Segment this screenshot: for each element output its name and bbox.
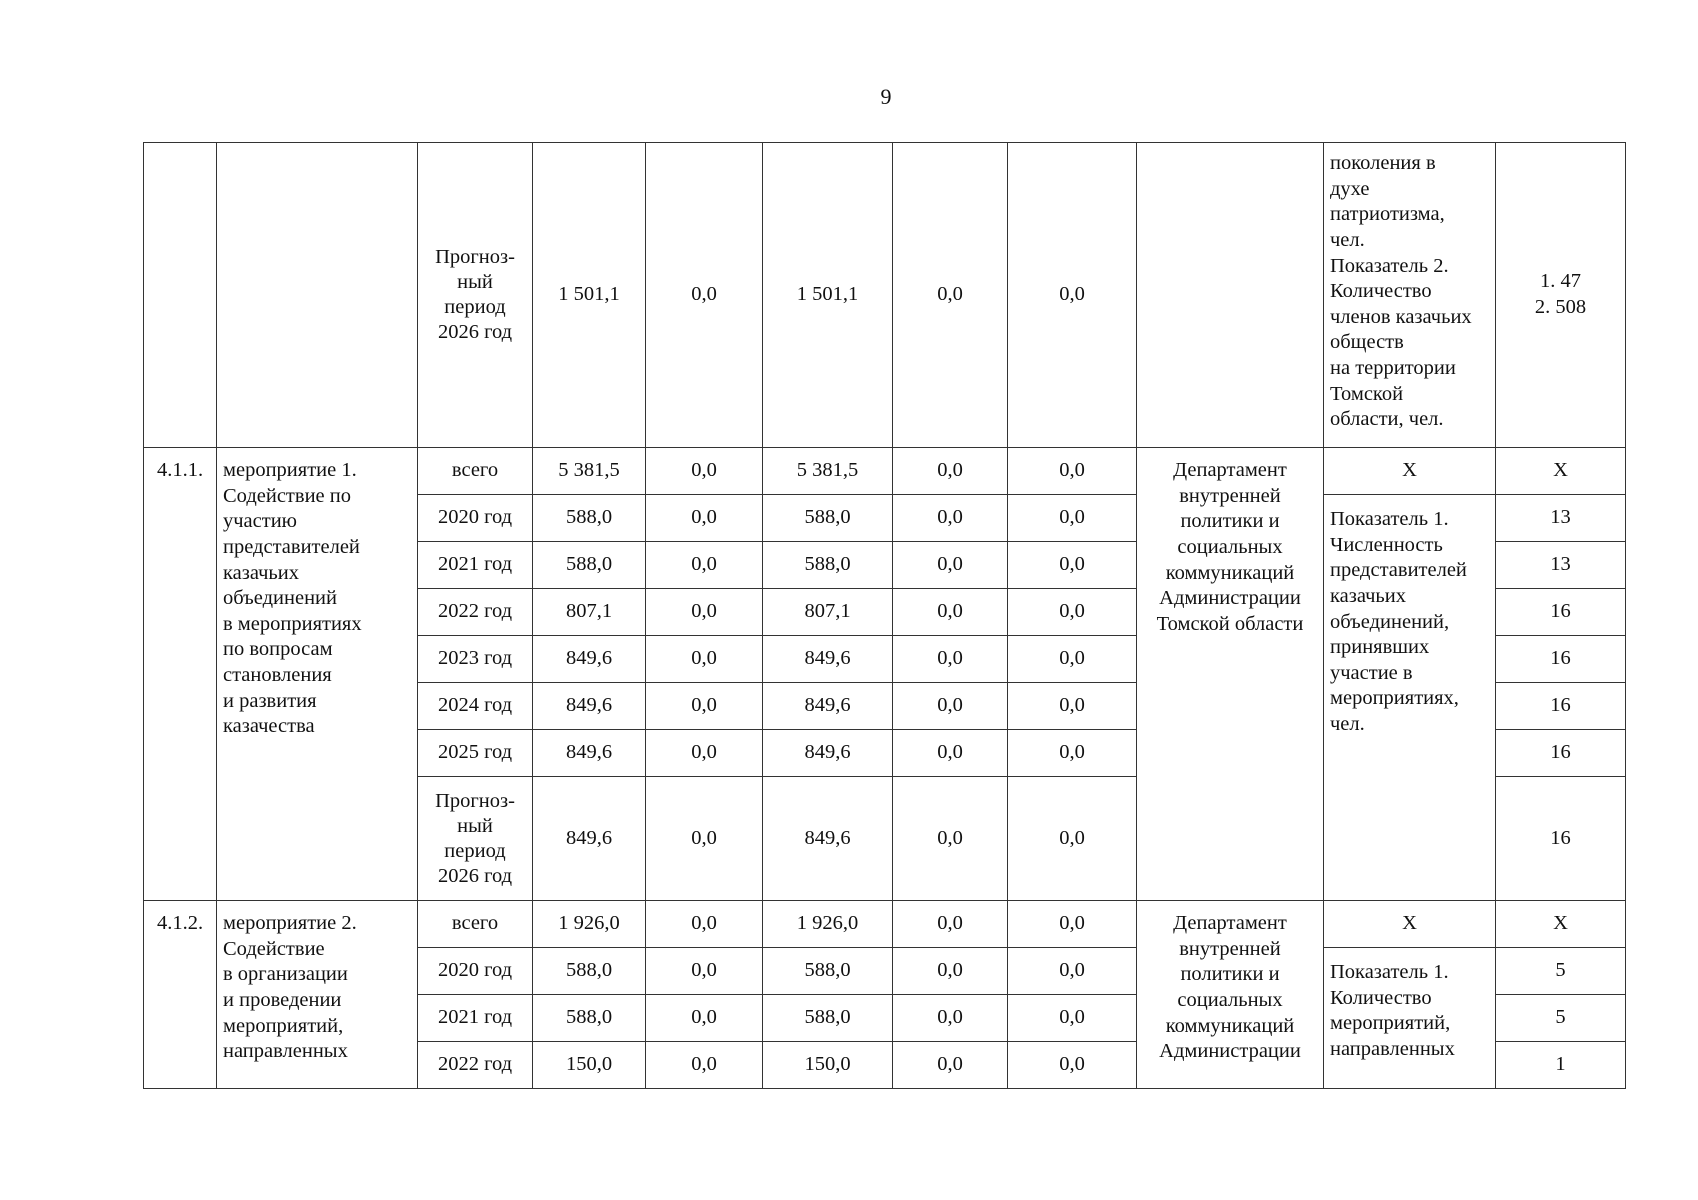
indicator-line: Количество xyxy=(1330,280,1432,303)
target-cell xyxy=(1496,143,1626,448)
value-cell: 0,0 xyxy=(646,448,763,495)
period-cell: 2023 год xyxy=(418,636,533,683)
indicator-line: участие в xyxy=(1330,661,1413,684)
value-cell: 588,0 xyxy=(533,995,646,1042)
indicator-line: Томской xyxy=(1330,382,1404,405)
name-line: по вопросам xyxy=(223,638,333,661)
name-line: в организации xyxy=(223,963,348,986)
value-cell: 849,6 xyxy=(763,683,893,730)
name-line: Содействие по xyxy=(223,484,351,507)
value-cell: 5 381,5 xyxy=(763,448,893,495)
period-text: Прогноз- ный период 2026 год xyxy=(435,789,515,887)
executor-line: коммуникаций xyxy=(1165,1014,1295,1037)
value-cell: 0,0 xyxy=(893,495,1008,542)
value-cell: 0,0 xyxy=(646,495,763,542)
target-cell: 5 xyxy=(1496,948,1626,995)
value-cell: 0,0 xyxy=(646,948,763,995)
value-cell: 0,0 xyxy=(1008,1042,1137,1089)
value-cell: 0,0 xyxy=(893,636,1008,683)
name-line: казачьих xyxy=(223,561,300,584)
value-cell: 1 926,0 xyxy=(533,901,646,948)
name-line: мероприятие 2. xyxy=(223,912,357,934)
indicator-line: области, чел. xyxy=(1330,408,1444,431)
value-cell: 0,0 xyxy=(646,777,763,901)
indicator-line: представителей xyxy=(1330,559,1467,582)
num-cell: 4.1.2. xyxy=(144,901,217,1089)
indicator-line: Количество xyxy=(1330,986,1432,1009)
target-cell: Х xyxy=(1496,448,1626,495)
target-cell: 16 xyxy=(1496,636,1626,683)
executor-cell xyxy=(1137,143,1324,448)
num-cell: 4.1.1. xyxy=(144,448,217,901)
period-cell: 2020 год xyxy=(418,948,533,995)
value-cell: 150,0 xyxy=(533,1042,646,1089)
value-cell: 1 926,0 xyxy=(763,901,893,948)
value-cell: 0,0 xyxy=(893,542,1008,589)
name-line: направленных xyxy=(223,1040,348,1063)
name-cell xyxy=(217,143,418,448)
value-cell: 0,0 xyxy=(646,636,763,683)
period-cell xyxy=(418,777,533,901)
name-line: мероприятие 1. xyxy=(223,459,357,481)
executor-line: Администрации xyxy=(1159,1040,1301,1063)
period-cell: 2025 год xyxy=(418,730,533,777)
indicator-line: направленных xyxy=(1330,1037,1455,1060)
target-cell: 1 xyxy=(1496,1042,1626,1089)
target-cell: 16 xyxy=(1496,777,1626,901)
indicator-line: Показатель 1. xyxy=(1330,508,1449,530)
value-cell: 1 501,1 xyxy=(533,143,646,448)
period-cell: 2022 год xyxy=(418,589,533,636)
value-cell: 849,6 xyxy=(533,730,646,777)
value-cell: 0,0 xyxy=(1008,901,1137,948)
page-number: 9 xyxy=(880,84,892,109)
value-cell: 5 381,5 xyxy=(533,448,646,495)
value-cell: 849,6 xyxy=(533,636,646,683)
value-cell: 807,1 xyxy=(763,589,893,636)
value-cell: 849,6 xyxy=(533,683,646,730)
value-cell: 849,6 xyxy=(763,777,893,901)
name-line: представителей xyxy=(223,535,360,558)
value-cell: 0,0 xyxy=(893,683,1008,730)
value-cell: 588,0 xyxy=(763,495,893,542)
value-cell: 0,0 xyxy=(893,948,1008,995)
target-cell: 16 xyxy=(1496,589,1626,636)
indicator-line: мероприятий, xyxy=(1330,1012,1451,1035)
period-cell: 2022 год xyxy=(418,1042,533,1089)
target-cell: 5 xyxy=(1496,995,1626,1042)
executor-line: Департамент xyxy=(1173,912,1287,934)
name-line: и проведении xyxy=(223,988,342,1011)
indicator-cell xyxy=(1324,143,1496,448)
value-cell: 0,0 xyxy=(646,901,763,948)
indicator-line: патриотизма, xyxy=(1330,203,1445,226)
executor-line: Департамент xyxy=(1173,459,1287,481)
value-cell: 849,6 xyxy=(533,777,646,901)
indicator-line: чел. xyxy=(1330,228,1365,251)
target-cell: Х xyxy=(1496,901,1626,948)
value-cell: 588,0 xyxy=(533,948,646,995)
value-cell: 588,0 xyxy=(533,542,646,589)
value-cell: 0,0 xyxy=(646,730,763,777)
indicator-line: поколения в xyxy=(1330,152,1436,174)
indicator-cell xyxy=(1324,948,1496,1089)
value-cell: 0,0 xyxy=(893,995,1008,1042)
value-cell: 0,0 xyxy=(893,901,1008,948)
executor-line: внутренней xyxy=(1179,484,1281,507)
value-cell: 849,6 xyxy=(763,636,893,683)
value-cell: 0,0 xyxy=(1008,948,1137,995)
value-cell: 0,0 xyxy=(1008,636,1137,683)
indicator-line: Численность xyxy=(1330,533,1443,556)
value-cell: 0,0 xyxy=(893,589,1008,636)
target-line: 1. 47 xyxy=(1540,270,1581,293)
period-cell: всего xyxy=(418,901,533,948)
period-cell: 2021 год xyxy=(418,995,533,1042)
target-cell: 16 xyxy=(1496,730,1626,777)
value-cell: 0,0 xyxy=(646,143,763,448)
value-cell: 0,0 xyxy=(893,448,1008,495)
period-cell xyxy=(418,143,533,448)
name-line: Содействие xyxy=(223,937,325,960)
table-row xyxy=(144,143,1626,448)
executor-line: политики и xyxy=(1180,510,1280,533)
indicator-line: казачьих xyxy=(1330,584,1407,607)
name-line: объединений xyxy=(223,587,337,610)
value-cell: 849,6 xyxy=(763,730,893,777)
executor-line: Администрации xyxy=(1159,587,1301,610)
name-cell xyxy=(217,901,418,1089)
name-line: в мероприятиях xyxy=(223,612,362,635)
indicator-cell: Х xyxy=(1324,448,1496,495)
table-row xyxy=(144,448,1626,495)
value-cell: 0,0 xyxy=(646,683,763,730)
value-cell: 588,0 xyxy=(763,542,893,589)
executor-line: социальных xyxy=(1177,535,1283,558)
table-row xyxy=(144,901,1626,948)
value-cell: 0,0 xyxy=(1008,495,1137,542)
target-cell: 13 xyxy=(1496,495,1626,542)
budget-table xyxy=(143,142,1626,1089)
value-cell: 0,0 xyxy=(1008,589,1137,636)
num-cell xyxy=(144,143,217,448)
executor-line: внутренней xyxy=(1179,937,1281,960)
name-line: мероприятий, xyxy=(223,1014,344,1037)
executor-line: социальных xyxy=(1177,988,1283,1011)
indicator-line: на территории xyxy=(1330,357,1456,379)
value-cell: 0,0 xyxy=(646,589,763,636)
value-cell: 0,0 xyxy=(1008,995,1137,1042)
value-cell: 0,0 xyxy=(646,1042,763,1089)
executor-line: коммуникаций xyxy=(1165,561,1295,584)
period-cell: всего xyxy=(418,448,533,495)
indicator-cell xyxy=(1324,495,1496,901)
value-cell: 0,0 xyxy=(893,1042,1008,1089)
value-cell: 807,1 xyxy=(533,589,646,636)
period-cell: 2020 год xyxy=(418,495,533,542)
value-cell: 588,0 xyxy=(763,948,893,995)
executor-line: политики и xyxy=(1180,963,1280,986)
value-cell: 0,0 xyxy=(646,542,763,589)
period-text: Прогноз- ный период 2026 год xyxy=(435,246,515,343)
target-cell: 13 xyxy=(1496,542,1626,589)
value-cell: 0,0 xyxy=(1008,730,1137,777)
indicator-line: обществ xyxy=(1330,331,1404,354)
indicator-line: Показатель 2. xyxy=(1330,254,1449,277)
indicator-line: Показатель 1. xyxy=(1330,961,1449,983)
value-cell: 588,0 xyxy=(763,995,893,1042)
name-cell xyxy=(217,448,418,901)
indicator-cell: Х xyxy=(1324,901,1496,948)
executor-cell xyxy=(1137,901,1324,1089)
name-line: становления xyxy=(223,664,332,686)
value-cell: 0,0 xyxy=(1008,448,1137,495)
executor-line: Томской области xyxy=(1156,612,1304,635)
value-cell: 0,0 xyxy=(1008,143,1137,448)
name-line: казачества xyxy=(223,715,315,738)
period-cell: 2021 год xyxy=(418,542,533,589)
value-cell: 150,0 xyxy=(763,1042,893,1089)
name-line: и развития xyxy=(223,689,317,712)
executor-cell xyxy=(1137,448,1324,901)
target-line: 2. 508 xyxy=(1534,296,1587,318)
indicator-line: чел. xyxy=(1330,713,1365,735)
value-cell: 1 501,1 xyxy=(763,143,893,448)
indicator-line: членов казачьих xyxy=(1330,305,1472,328)
period-cell: 2024 год xyxy=(418,683,533,730)
indicator-line: духе xyxy=(1330,177,1370,200)
value-cell: 588,0 xyxy=(533,495,646,542)
indicator-line: объединений, xyxy=(1330,610,1450,633)
value-cell: 0,0 xyxy=(893,777,1008,901)
value-cell: 0,0 xyxy=(1008,777,1137,901)
value-cell: 0,0 xyxy=(1008,683,1137,730)
value-cell: 0,0 xyxy=(646,995,763,1042)
target-cell: 16 xyxy=(1496,683,1626,730)
name-line: участию xyxy=(223,510,298,533)
value-cell: 0,0 xyxy=(893,730,1008,777)
indicator-line: мероприятиях, xyxy=(1330,687,1459,710)
indicator-line: принявших xyxy=(1330,636,1430,659)
value-cell: 0,0 xyxy=(893,143,1008,448)
value-cell: 0,0 xyxy=(1008,542,1137,589)
